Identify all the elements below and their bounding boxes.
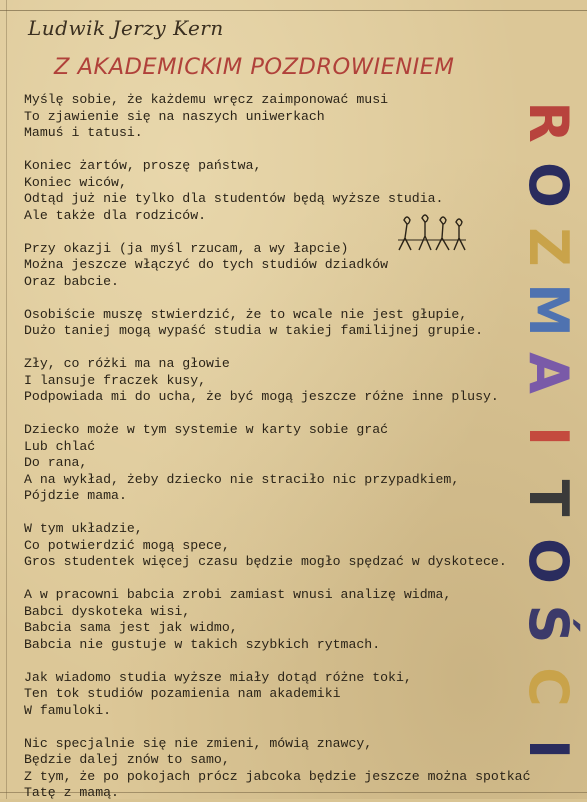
masthead-letter: I <box>517 425 580 446</box>
stanza <box>24 670 529 720</box>
poem-line: Pójdzie mama. <box>24 488 127 503</box>
stanza <box>24 92 529 142</box>
poem-line: Co potwierdzić mogą spece, <box>24 537 230 553</box>
masthead-letter: Ś <box>517 604 580 644</box>
masthead-letter: R <box>517 101 580 143</box>
poem-line: Przy okazji (ja myśl rzucam, a wy łapcie) <box>24 240 349 256</box>
author-name: Ludwik Jerzy Kern <box>28 16 224 40</box>
poem-line: Dziecko może w tym systemie w karty sobie grać <box>24 422 389 437</box>
poem-body <box>24 92 529 802</box>
masthead-letter: Z <box>517 227 580 268</box>
poem-line: W famuloki. <box>24 702 112 718</box>
poem-line: Ten tok studiów pozamienia nam akademiki <box>24 686 341 701</box>
poem-line: Z tym, że po pokojach prócz jabcoka będzie jeszcze można spotkać <box>24 768 531 784</box>
stanza <box>24 521 529 571</box>
left-rule <box>6 0 7 799</box>
poem-line: Podpowiada mi do ucha, że być mogą jeszcze różne inne plusy. <box>24 389 499 404</box>
stanza <box>24 307 529 340</box>
masthead-letter: O <box>517 161 580 208</box>
poem-line: Mamuś i tatusi. <box>24 125 143 140</box>
poem-line: Babcia sama jest jak widmo, <box>24 620 238 635</box>
masthead-letter: I <box>517 739 580 760</box>
poem-line: Osobiście muszę stwierdzić, że to wcale nie jest głupie, <box>24 306 468 322</box>
poem-line: Lub chlać <box>24 438 96 454</box>
poem-line: Gros studentek więcej czasu będzie mogło spędzać w dyskotece. <box>24 554 507 569</box>
poem-line: Odtąd już nie tylko dla studentów będą wyższe studia. <box>24 191 444 206</box>
poem-line: Babci dyskoteka wisi, <box>24 603 191 619</box>
masthead-letter: T <box>517 479 580 517</box>
masthead-letter: O <box>517 538 580 585</box>
poem-line: Ale także dla rodziców. <box>24 207 207 223</box>
poem-line: Koniec wiców, <box>24 174 127 190</box>
poem-line: I lansuje fraczek kusy, <box>24 372 207 388</box>
poem-line: Zły, co różki ma na głowie <box>24 356 230 371</box>
poem-line: Oraz babcie. <box>24 273 119 289</box>
poem-line: Babcia nie gustuje w takich szybkich rytmach. <box>24 636 381 652</box>
poem-line: Jak wiadomo studia wyższe miały dotąd różne toki, <box>24 669 412 685</box>
stanza <box>24 356 529 406</box>
stanza <box>24 736 529 802</box>
poem-line: Dużo taniej mogą wypaść studia w takiej familijnej grupie. <box>24 323 483 338</box>
poem-line: A w pracowni babcia zrobi zamiast wnusi analizę widma, <box>24 587 452 602</box>
poem-line: Koniec żartów, proszę państwa, <box>24 158 262 173</box>
stanza <box>24 587 529 653</box>
seated-figures-illustration <box>396 210 468 254</box>
poem-line: W tym układzie, <box>24 521 143 536</box>
poem-line: Można jeszcze włączyć do tych studiów dziadków <box>24 257 389 272</box>
masthead-letter: M <box>517 283 580 338</box>
poem-title: Z AKADEMICKIM POZDROWIENIEM <box>54 54 455 80</box>
poem-line: Myślę sobie, że każdemu wręcz zaimponować musi <box>24 92 389 107</box>
stanza <box>24 422 529 505</box>
top-rule <box>0 10 587 11</box>
poem-line: Tatę z mamą. <box>24 785 119 800</box>
poem-line: A na wykład, żeby dziecko nie straciło nic przypadkiem, <box>24 471 460 487</box>
poem-line: To zjawienie się na naszych uniwerkach <box>24 108 325 124</box>
vertical-masthead <box>516 92 580 782</box>
masthead-letter: C <box>517 666 580 707</box>
masthead-letter: A <box>517 352 580 394</box>
poem-line: Do rana, <box>24 455 88 470</box>
poem-line: Nic specjalnie się nie zmieni, mówią znawcy, <box>24 735 373 751</box>
poem-line: Będzie dalej znów to samo, <box>24 752 230 767</box>
